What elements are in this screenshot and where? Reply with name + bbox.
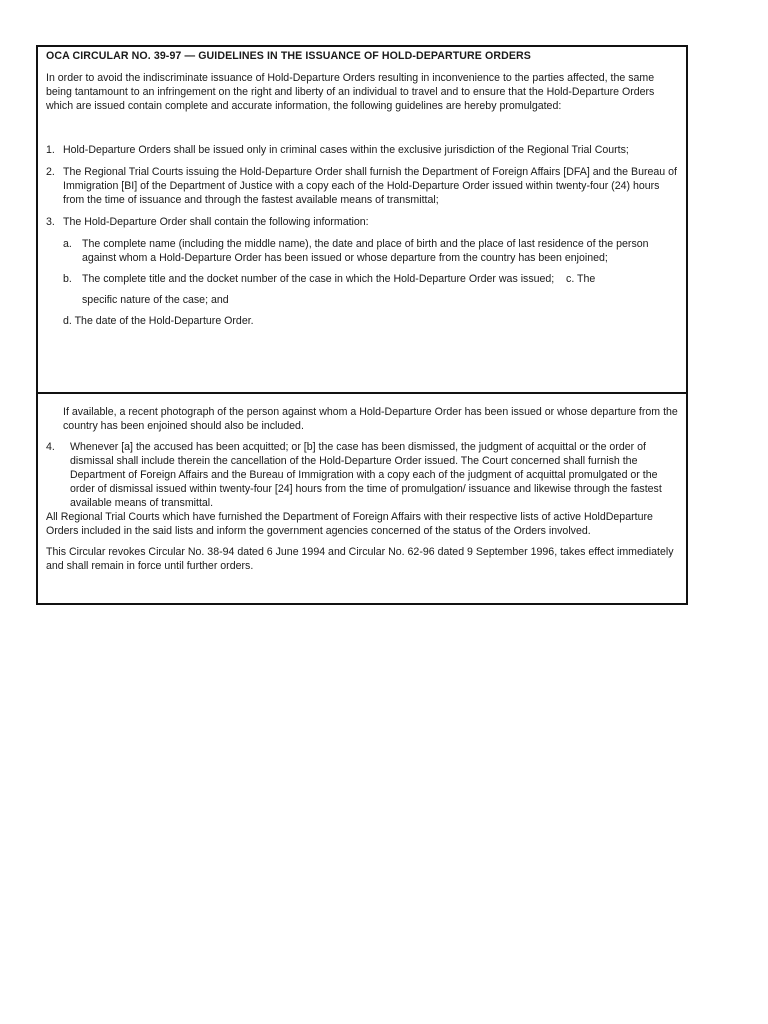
item-text: Hold-Departure Orders shall be issued only in criminal cases within the exclusive jurisdiction of the Regional Trial Courts; [63, 144, 629, 156]
subitem-text: The complete name (including the middle name), the date and place of birth and the place of last residence of the person against whom a Hold-Departure Order has been issued or whose departure from the country has been enjoined; [82, 238, 649, 264]
subitem-letter: a. [63, 238, 72, 250]
subitem-d: d. The date of the Hold-Departure Order. [63, 315, 254, 327]
guideline-item-3 [46, 215, 678, 229]
item-text: Whenever [a] the accused has been acquitted; or [b] the case has been dismissed, the judgment of acquittal or the order of dismissal shall include therein the cancellation of the Hold-Departure Order issued. The Court concerned shall furnish the Department of Foreign Affairs and the Bureau of Immigration with a copy each of the judgment of acquittal promulgated or the order of dismissal issued within twenty-four [24] hours from the time of promulgation/ issuance and likewise through the fastest available means of transmittal. [70, 441, 662, 509]
guideline-item-4 [46, 440, 678, 510]
circular-document [36, 45, 688, 605]
rtc-paragraph: All Regional Trial Courts which have furnished the Department of Foreign Affairs with their respective lists of active HoldDeparture Orders included in the said lists and inform the government agencies concerned of the status of the Orders involved. [46, 511, 653, 537]
item-text: The Regional Trial Courts issuing the Hold-Departure Order shall furnish the Department of Foreign Affairs [DFA] and the Bureau of Immigration [BI] of the Department of Justice with a copy each of the Hold-Departure Order issued within twenty-four (24) hours from the time of issuance and through the fastest available means of transmittal; [63, 166, 677, 206]
guideline-item-2 [46, 165, 678, 207]
guideline-item-1 [46, 143, 678, 157]
subitem-c-continuation: specific nature of the case; and [82, 294, 229, 306]
subitem-letter: b. [63, 273, 72, 285]
item-text: The Hold-Departure Order shall contain the following information: [63, 216, 369, 228]
circular-box-top [36, 45, 688, 394]
item-number: 4. [46, 441, 55, 453]
intro-paragraph: In order to avoid the indiscriminate issuance of Hold-Departure Orders resulting in inconvenience to the parties affected, the same being tantamount to an infringement on the right and liberty of an individual to travel and to ensure that the Hold-Departure Orders which are issued contain complete and accurate information, the following guidelines are hereby promulgated: [46, 72, 655, 112]
item-number: 2. [46, 166, 55, 178]
subitem-text: The complete title and the docket number of the case in which the Hold-Departure Order was issued; c. The [82, 273, 596, 285]
item-number: 3. [46, 216, 55, 228]
photograph-paragraph: If available, a recent photograph of the person against whom a Hold-Departure Order has been issued or whose departure from the country has been enjoined should also be included. [63, 406, 678, 432]
circular-title: OCA CIRCULAR NO. 39-97 — GUIDELINES IN THE ISSUANCE OF HOLD-DEPARTURE ORDERS [46, 50, 531, 62]
subitem-a [63, 237, 678, 265]
item-number: 1. [46, 144, 55, 156]
circular-box-bottom [36, 394, 688, 605]
revocation-paragraph: This Circular revokes Circular No. 38-94 dated 6 June 1994 and Circular No. 62-96 dated 9 September 1996, takes effect immediately and shall remain in force until further orders. [46, 546, 674, 572]
subitem-b [63, 272, 678, 286]
